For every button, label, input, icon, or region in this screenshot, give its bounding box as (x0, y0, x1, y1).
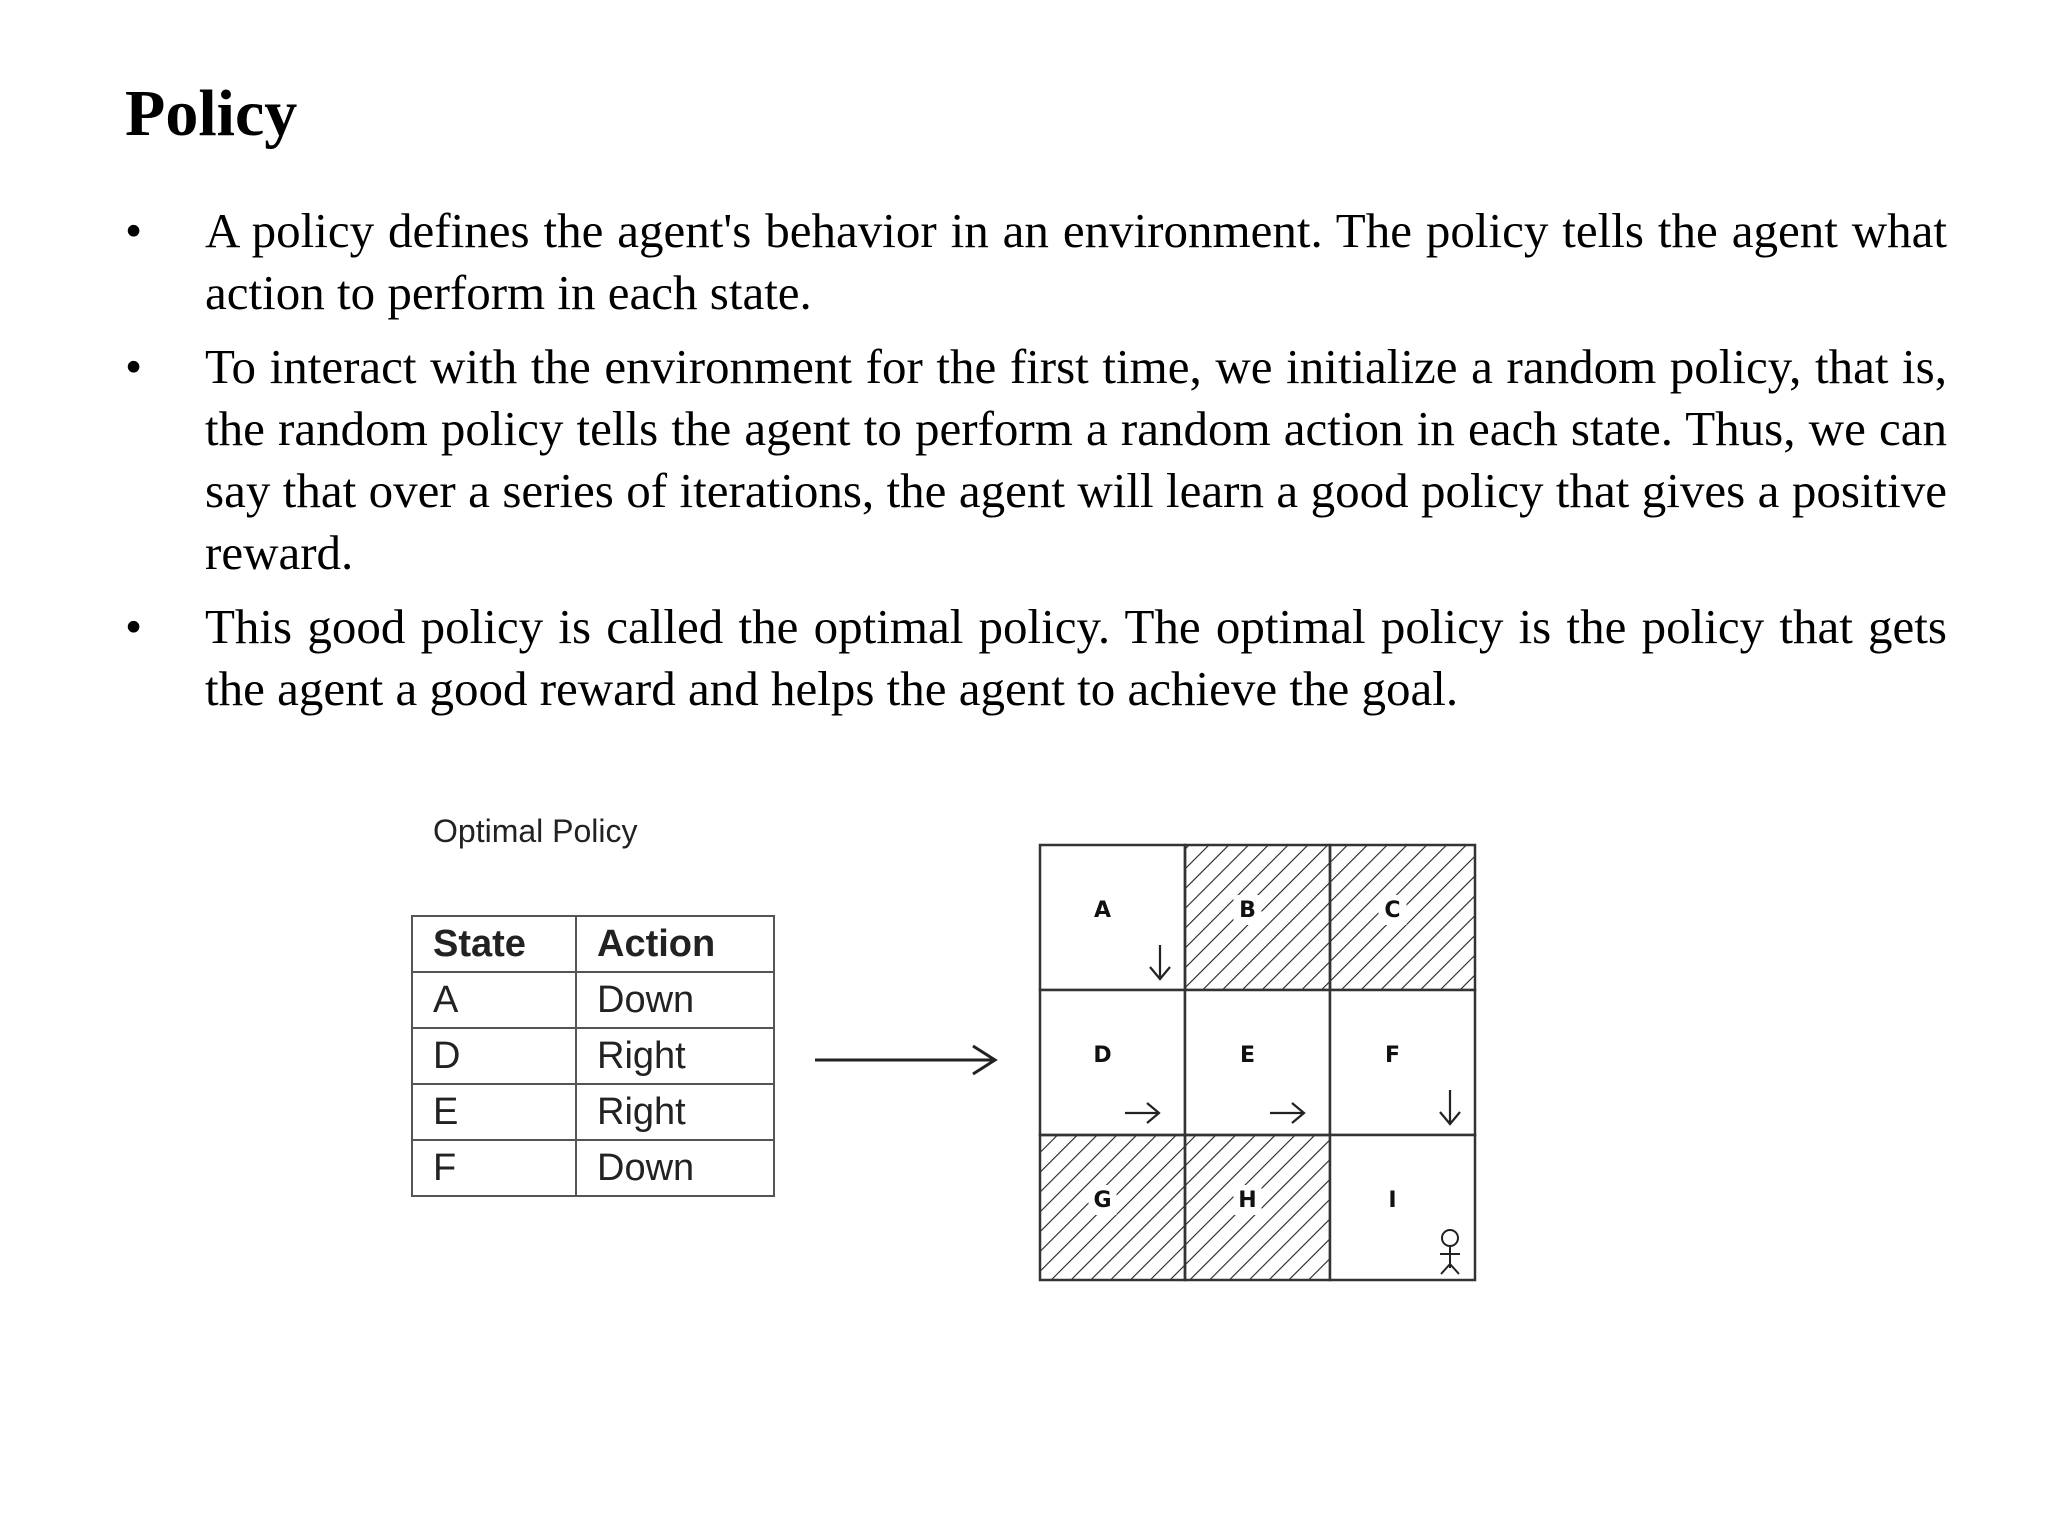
cell-label: B (1239, 898, 1256, 923)
gridworld (1035, 840, 1485, 1290)
header-action: Action (576, 916, 774, 972)
cell-background (1330, 1135, 1475, 1280)
slide-title: Policy (125, 77, 298, 150)
grid-cell (1040, 1135, 1185, 1280)
grid-cell (1330, 990, 1475, 1135)
bullet-marker: • (125, 599, 143, 654)
bullet-text: To interact with the environment for the first time, we initialize a random policy, that is, the random policy tells the agent to perform a random action in each state. Thus, we can say that over a series of iterations, the agent will learn a good policy that gives a positive reward. (205, 339, 1947, 580)
bullet-marker: • (125, 203, 143, 258)
cell-label: H (1238, 1188, 1257, 1213)
cell-label: D (1093, 1043, 1112, 1068)
action-cell: Right (576, 1028, 774, 1084)
grid-cell (1185, 1135, 1330, 1280)
grid-cell (1185, 990, 1330, 1135)
cell-label: F (1384, 1043, 1401, 1068)
cell-label: E (1239, 1043, 1256, 1068)
header-state: State (412, 916, 576, 972)
cell-background (1330, 990, 1475, 1135)
figure-caption: Optimal Policy (433, 813, 638, 849)
action-cell: Down (576, 972, 774, 1028)
bullet-list (125, 200, 1947, 732)
cell-background (1185, 990, 1330, 1135)
grid-cell (1185, 845, 1330, 990)
state-cell: E (412, 1084, 576, 1140)
cell-label: C (1384, 898, 1401, 923)
right-arrow-icon (815, 1040, 1000, 1080)
state-cell: A (412, 972, 576, 1028)
table-row (412, 1084, 774, 1140)
cell-background (1040, 990, 1185, 1135)
cell-background (1040, 845, 1185, 990)
action-cell: Down (576, 1140, 774, 1196)
table-row (412, 972, 774, 1028)
bullet-marker: • (125, 339, 143, 394)
table-row (412, 1140, 774, 1196)
bullet-item (125, 336, 1947, 584)
cell-label: A (1093, 898, 1112, 923)
grid-cell (1040, 990, 1185, 1135)
cell-label: I (1388, 1188, 1397, 1213)
bullet-text: This good policy is called the optimal policy. The optimal policy is the policy that gets the agent a good reward and helps the agent to achieve the goal. (205, 599, 1947, 716)
bullet-item (125, 200, 1947, 324)
bullet-text: A policy defines the agent's behavior in an environment. The policy tells the agent what action to perform in each state. (205, 203, 1947, 320)
grid-cell (1330, 1135, 1475, 1280)
state-cell: D (412, 1028, 576, 1084)
policy-table (411, 915, 775, 1197)
bullet-item (125, 596, 1947, 720)
grid-cell (1330, 845, 1475, 990)
action-cell: Right (576, 1084, 774, 1140)
grid-cell (1040, 845, 1185, 990)
cell-label: G (1093, 1188, 1112, 1213)
state-cell: F (412, 1140, 576, 1196)
table-header-row (412, 916, 774, 972)
table-row (412, 1028, 774, 1084)
